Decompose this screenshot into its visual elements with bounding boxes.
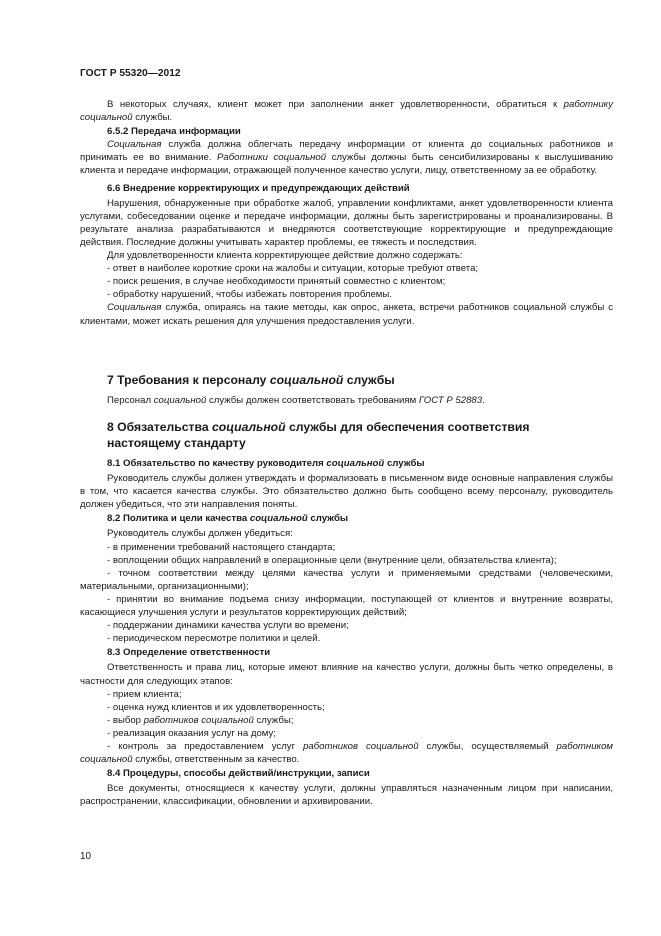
- list-item: - обработку нарушений, чтобы избежать повторения проблемы.: [107, 289, 392, 301]
- list-item: - в применении требований настоящего стандарта;: [107, 541, 336, 553]
- section-7-block: [80, 372, 613, 407]
- list-item: - ответ в наиболее короткие сроки на жалобы и ситуации, которые требуют ответа;: [107, 263, 479, 275]
- list-item: - воплощении общих направлений в операционные цели (внутренние цели, обязательства клиента);: [107, 554, 557, 566]
- section-6-6-heading: 6.6 Внедрение корректирующих и предупреждающих действий: [107, 182, 410, 194]
- section-8-2-heading: 8.2 Политика и цели качества социальной службы: [107, 513, 349, 525]
- section-7-paragraph: Персонал социальной службы должен соответствовать требованиям ГОСТ Р 52883.: [107, 395, 485, 406]
- list-item: - принятии во внимание подъема снизу информации, поступающей от клиентов и внутренние возвраты, касающиеся улучшения услуги и результатов корректирующих действий;: [80, 593, 613, 619]
- section-6-5-2-paragraph: Социальная служба должна облегчать передачу информации от клиента до социальных работников и принимать ее во внимание. Работники социальной службы должны быть сенсибилизированы к выслушиванию клиента и передаче информации, отражающей полученное качество услуги, лицу, ответственному за ее обработку.: [80, 139, 613, 177]
- section-6-5-2-heading: 6.5.2 Передача информации: [107, 126, 241, 138]
- list-item: - поддержании динамики качества услуги во времени;: [107, 620, 349, 632]
- list-item: - прием клиента;: [107, 688, 182, 700]
- section-6-6-paragraph-3: Социальная служба, опираясь на такие методы, как опрос, анкета, встречи работников социальной службы с клиентами, может искать решения для улучшения предоставления услуги.: [80, 302, 613, 327]
- list-item: - поиск решения, в случае необходимости принятый совместно с клиентом;: [107, 276, 446, 288]
- section-7-heading: 7 Требования к персоналу социальной службы: [107, 373, 395, 387]
- document-header: ГОСТ Р 55320—2012: [80, 68, 181, 79]
- section-6-6-paragraph-1: Нарушения, обнаруженные при обработке жалоб, управлении конфликтами, анкет удовлетворенности клиента услугами, собеседовании оценке и передаче информации, должны быть зарегистрированы и проанализированы. В результате анализа разрабатываются и внедряются соответствующие корректирующие и предупреждающие действия. Последние должны учитывать характер проблемы, ее тяжесть и последствия.: [80, 197, 613, 248]
- intro-paragraph: В некоторых случаях, клиент может при заполнении анкет удовлетворенности, обратиться к работнику социальной службы.: [80, 99, 613, 124]
- section-6-block: [80, 98, 613, 328]
- section-8-2-paragraph: Руководитель службы должен убедиться:: [107, 528, 293, 540]
- section-8-3-heading: 8.3 Определение ответственности: [107, 647, 271, 659]
- section-8-4-paragraph: Все документы, относящиеся к качеству услуги, должны управляться назначенным лицом при написании, распространении, классификации, обновлении и архивировании.: [80, 783, 613, 808]
- list-item: - контроль за предоставлением услуг работников социальной службы, осуществляемый работником социальной службы, ответственным за качество.: [80, 740, 613, 766]
- list-item: - выбор работников социальной службы;: [107, 714, 294, 726]
- list-item: - периодическом пересмотре политики и целей.: [107, 633, 321, 645]
- section-8-4-heading: 8.4 Процедуры, способы действий/инструкции, записи: [107, 768, 370, 780]
- section-8-3-paragraph: Ответственность и права лиц, которые имеют влияние на качество услуги, должны быть четко определены, в частности для следующих этапов:: [80, 662, 613, 687]
- section-8-1-heading: 8.1 Обязательство по качеству руководителя социальной службы: [107, 458, 425, 469]
- section-8-1-paragraph: Руководитель службы должен утверждать и формализовать в письменном виде основные направления службы в том, что касается качества службы. Это обязательство должно быть сообщено всему персоналу, руководитель должен убедиться, что эти направления поняты.: [80, 473, 613, 511]
- page-number: 10: [80, 851, 92, 862]
- section-8-block: [80, 419, 613, 808]
- section-8-heading: 8 Обязательства социальной службы для обеспечения соответствия настоящему стандарту: [107, 420, 530, 450]
- list-item: - реализация оказания услуг на дому;: [107, 727, 276, 739]
- list-item: - точном соответствии между целями качества услуги и применяемыми средствами (человеческими, материальными, организационными);: [80, 567, 613, 592]
- section-6-6-paragraph-2: Для удовлетворенности клиента корректирующее действие должно содержать:: [107, 250, 463, 262]
- list-item: - оценка нужд клиентов и их удовлетворенность;: [107, 701, 325, 713]
